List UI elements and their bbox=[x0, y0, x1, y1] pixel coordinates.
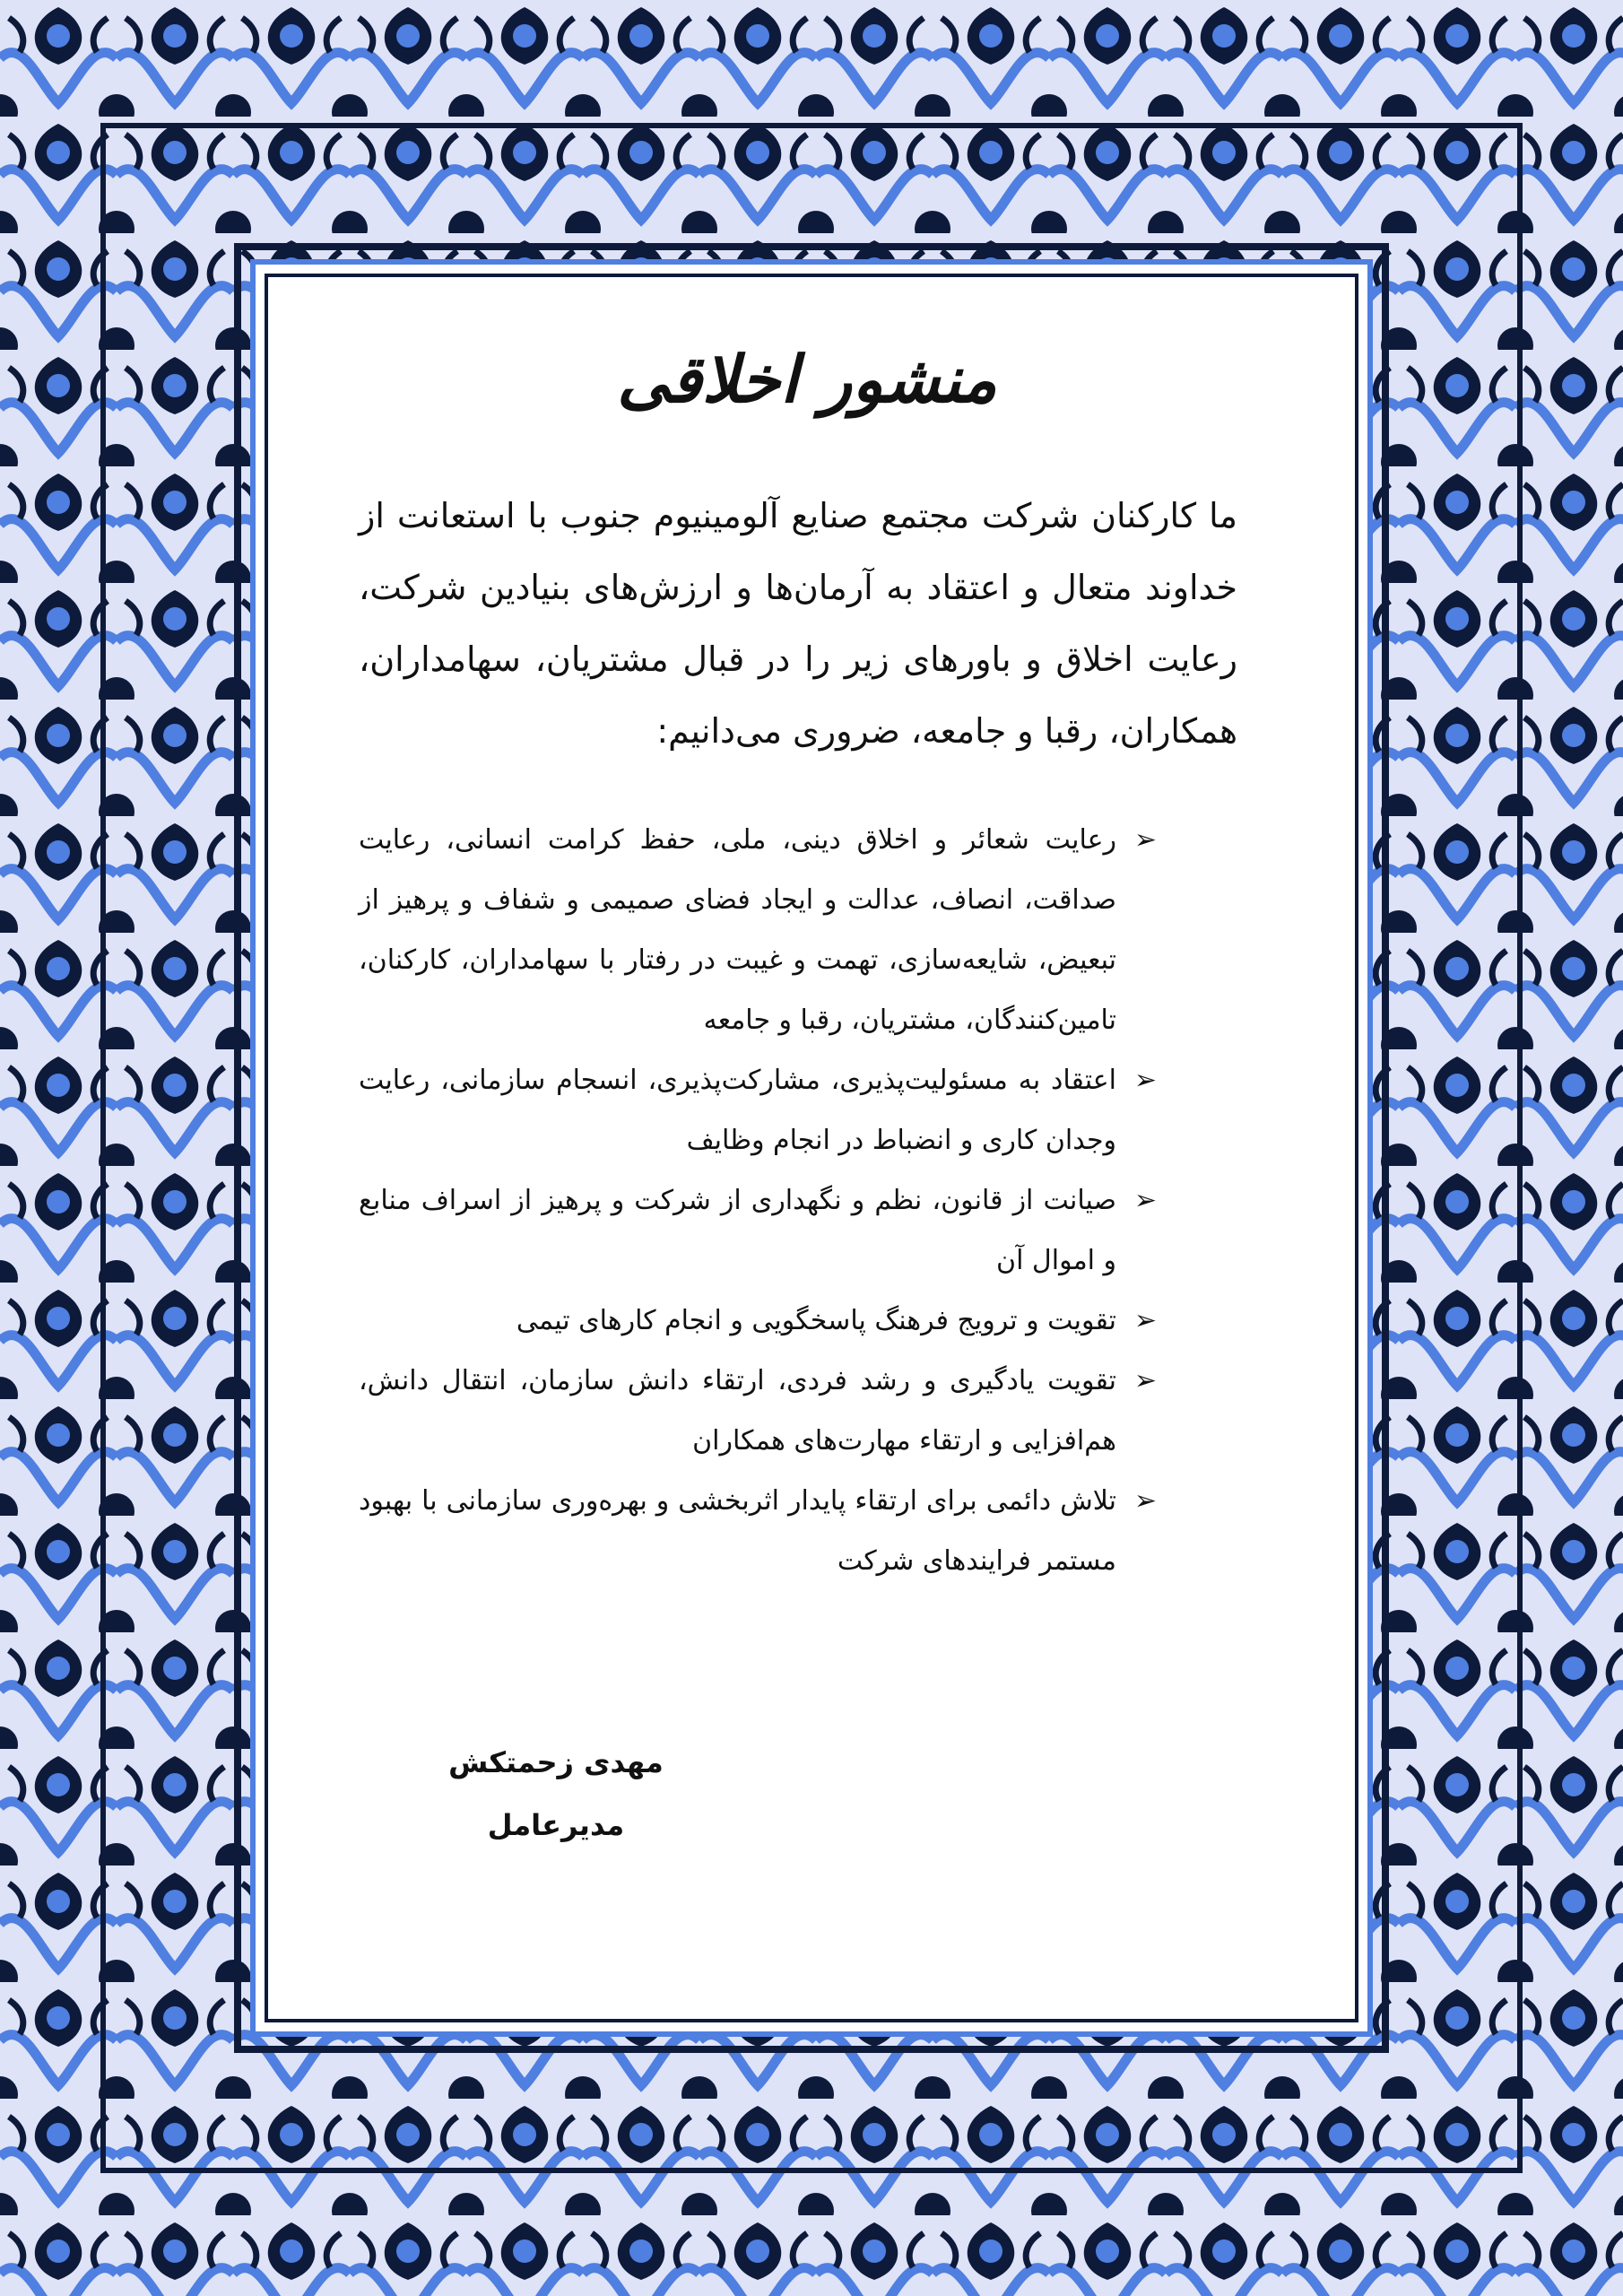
principles-list bbox=[359, 810, 1157, 1591]
list-item-text: تقویت و ترویج فرهنگ پاسخگویی و انجام کارهای تیمی bbox=[516, 1305, 1116, 1336]
signer-name: مهدی زحمتکش bbox=[448, 1745, 664, 1779]
list-item-text: تقویت یادگیری و رشد فردی، ارتقاء دانش سازمان، انتقال دانش، هم‌افزایی و ارتقاء مهارت‌های همکاران bbox=[359, 1365, 1116, 1457]
charter-content bbox=[359, 323, 1255, 1591]
list-item bbox=[359, 1291, 1157, 1351]
arrow-bullet-icon: ➢ bbox=[1133, 1365, 1157, 1396]
list-item bbox=[359, 1170, 1157, 1291]
list-item bbox=[359, 1471, 1157, 1591]
arrow-bullet-icon: ➢ bbox=[1133, 1185, 1157, 1216]
list-item-text: صیانت از قانون، نظم و نگهداری از شرکت و پرهیز از اسراف منابع و اموال آن bbox=[359, 1185, 1116, 1276]
arrow-bullet-icon: ➢ bbox=[1133, 1485, 1157, 1517]
list-item bbox=[359, 1351, 1157, 1471]
intro-paragraph: ما کارکنان شرکت مجتمع صنایع آلومینیوم جنوب با استعانت از خداوند متعال و اعتقاد به آرمان‌ها و ارزش‌های بنیادین شرکت، رعایت اخلاق و باورهای زیر را در قبال مشتریان، سهامداران، همکاران، رقبا و جامعه، ضروری می‌دانیم: bbox=[359, 496, 1237, 751]
signature-block bbox=[430, 1731, 681, 1857]
list-item bbox=[359, 1050, 1157, 1170]
page-title: منشور اخلاقی bbox=[617, 341, 997, 417]
arrow-bullet-icon: ➢ bbox=[1133, 824, 1157, 856]
list-item-text: رعایت شعائر و اخلاق دینی، ملی، حفظ کرامت انسانی، رعایت صداقت، انصاف، عدالت و ایجاد فضای صمیمی و شفاف و پرهیز از تبعیض، شایعه‌سازی، تهمت و غیبت در رفتار با سهامداران، کارکنان، تامین‌کنندگان، مشتریان، رقبا و جامعه bbox=[359, 824, 1116, 1036]
list-item bbox=[359, 810, 1157, 1050]
signer-title: مدیرعامل bbox=[487, 1808, 625, 1842]
list-item-text: تلاش دائمی برای ارتقاء پایدار اثربخشی و بهره‌وری سازمانی با بهبود مستمر فرایندهای شرکت bbox=[359, 1485, 1116, 1577]
list-item-text: اعتقاد به مسئولیت‌پذیری، مشارکت‌پذیری، انسجام سازمانی، رعایت وجدان کاری و انضباط در انجام وظایف bbox=[359, 1065, 1116, 1156]
arrow-bullet-icon: ➢ bbox=[1133, 1065, 1157, 1096]
arrow-bullet-icon: ➢ bbox=[1133, 1305, 1157, 1336]
